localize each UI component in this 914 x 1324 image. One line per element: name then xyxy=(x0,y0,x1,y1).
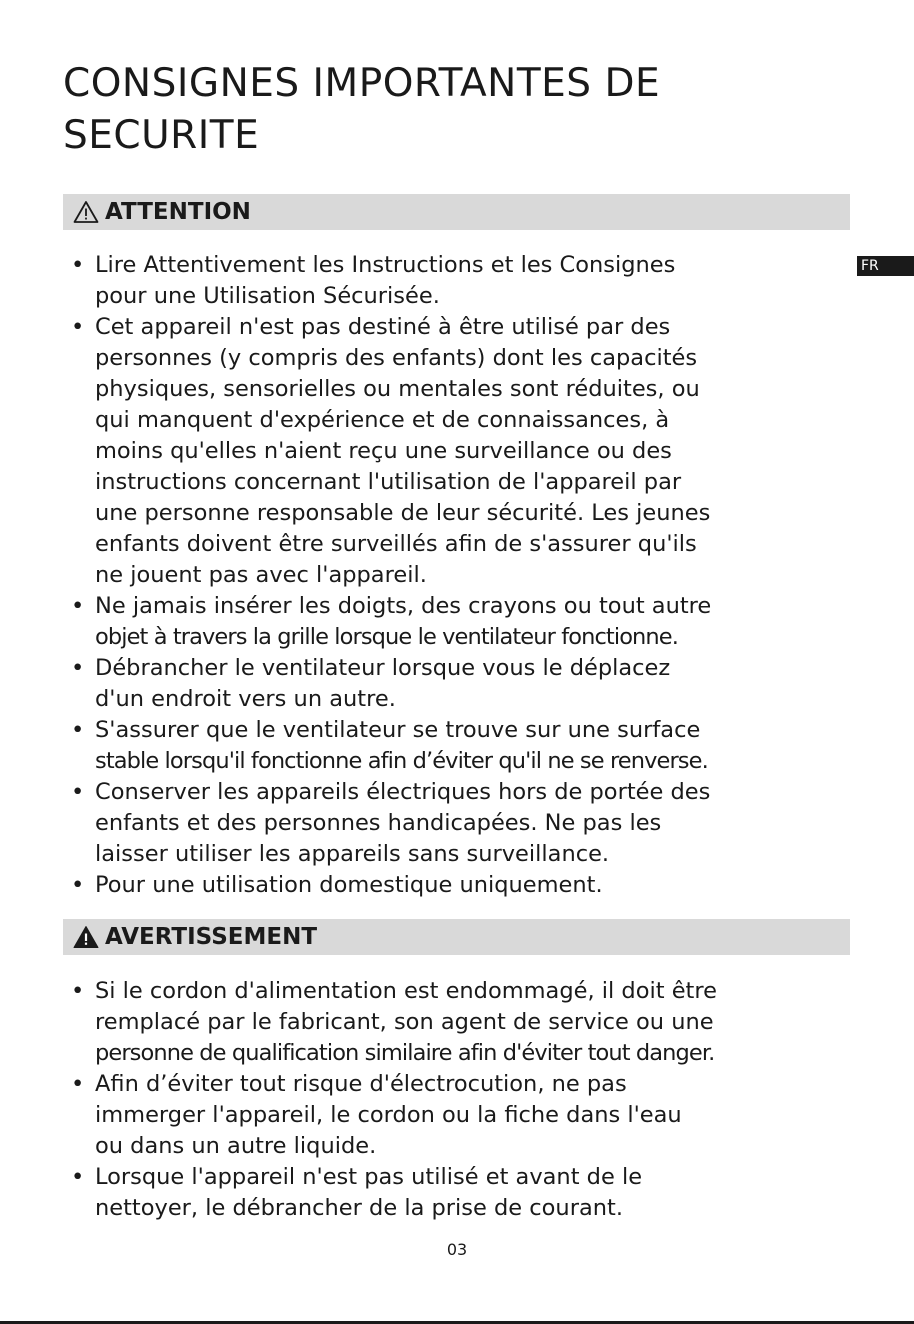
attention-list-item-line: • Conserver les appareils électriques hors de portée des xyxy=(95,779,711,805)
warning-section-header xyxy=(63,919,850,955)
attention-list xyxy=(71,250,861,901)
attention-list-item xyxy=(71,591,861,653)
warning-list xyxy=(71,976,861,1224)
page-number: 03 xyxy=(446,1240,468,1259)
page-title-line-1: CONSIGNES IMPORTANTES DE xyxy=(63,61,661,106)
attention-list-item-line: • Ne jamais insérer les doigts, des crayons ou tout autre xyxy=(95,593,712,619)
attention-list-item-line: pour une Utilisation Sécurisée. xyxy=(95,283,440,309)
attention-list-item-line: • Cet appareil n'est pas destiné à être utilisé par des xyxy=(95,314,671,340)
warning-list-item-line: • Afin d’éviter tout risque d'électrocution, ne pas xyxy=(95,1071,627,1097)
attention-list-item-line: qui manquent d'expérience et de connaissances, à xyxy=(95,407,670,433)
attention-list-item-line: instructions concernant l'utilisation de l'appareil par xyxy=(95,469,682,495)
attention-list-item xyxy=(71,312,861,591)
attention-list-item-line: • S'assurer que le ventilateur se trouve sur une surface xyxy=(95,717,701,743)
warning-list-item-line: ou dans un autre liquide. xyxy=(95,1133,377,1159)
warning-heading: AVERTISSEMENT xyxy=(105,924,318,950)
attention-list-item-line: physiques, sensorielles ou mentales sont réduites, ou xyxy=(95,376,700,402)
warning-list-item-line: remplacé par le fabricant, son agent de service ou une xyxy=(95,1009,714,1035)
attention-list-item xyxy=(71,250,861,312)
attention-list-item xyxy=(71,715,861,777)
attention-list-item-line: d'un endroit vers un autre. xyxy=(95,686,396,712)
language-tab: FR xyxy=(857,256,914,276)
page-title-line-2: SECURITE xyxy=(63,113,260,158)
attention-list-item-line: enfants doivent être surveillés afin de s'assurer qu'ils xyxy=(95,531,697,557)
warning-list-item xyxy=(71,976,861,1069)
attention-list-item-line: personnes (y compris des enfants) dont les capacités xyxy=(95,345,698,371)
warning-list-item-line: immerger l'appareil, le cordon ou la fiche dans l'eau xyxy=(95,1102,682,1128)
warning-list-item-line: • Si le cordon d'alimentation est endommagé, il doit être xyxy=(95,978,717,1004)
warning-filled-icon xyxy=(73,925,99,949)
warning-list-item xyxy=(71,1069,861,1162)
attention-list-item-line: • Pour une utilisation domestique uniquement. xyxy=(95,872,603,898)
attention-list-item-line: une personne responsable de leur sécurité. Les jeunes xyxy=(95,500,711,526)
page-title xyxy=(63,58,853,162)
attention-list-item-line: • Débrancher le ventilateur lorsque vous le déplacez xyxy=(95,655,671,681)
attention-list-item-line: ne jouent pas avec l'appareil. xyxy=(95,562,427,588)
warning-list-item-line: nettoyer, le débrancher de la prise de courant. xyxy=(95,1195,623,1221)
warning-list-item xyxy=(71,1162,861,1224)
attention-list-item-line: • Lire Attentivement les Instructions et les Consignes xyxy=(95,252,676,278)
attention-heading: ATTENTION xyxy=(105,199,251,225)
warning-list-item-line: personne de qualification similaire afin d'éviter tout danger. xyxy=(95,1040,715,1066)
attention-list-item-line: stable lorsqu'il fonctionne afin d’éviter qu'il ne se renverse. xyxy=(95,748,708,774)
attention-section-header xyxy=(63,194,850,230)
attention-list-item xyxy=(71,653,861,715)
attention-list-item-line: laisser utiliser les appareils sans surveillance. xyxy=(95,841,610,867)
attention-list-item-line: moins qu'elles n'aient reçu une surveillance ou des xyxy=(95,438,672,464)
attention-list-item-line: objet à travers la grille lorsque le ventilateur fonctionne. xyxy=(95,624,678,650)
warning-list-item-line: • Lorsque l'appareil n'est pas utilisé et avant de le xyxy=(95,1164,643,1190)
attention-list-item-line: enfants et des personnes handicapées. Ne pas les xyxy=(95,810,662,836)
attention-list-item xyxy=(71,870,861,901)
warning-outline-icon xyxy=(73,200,99,224)
attention-list-item xyxy=(71,777,861,870)
